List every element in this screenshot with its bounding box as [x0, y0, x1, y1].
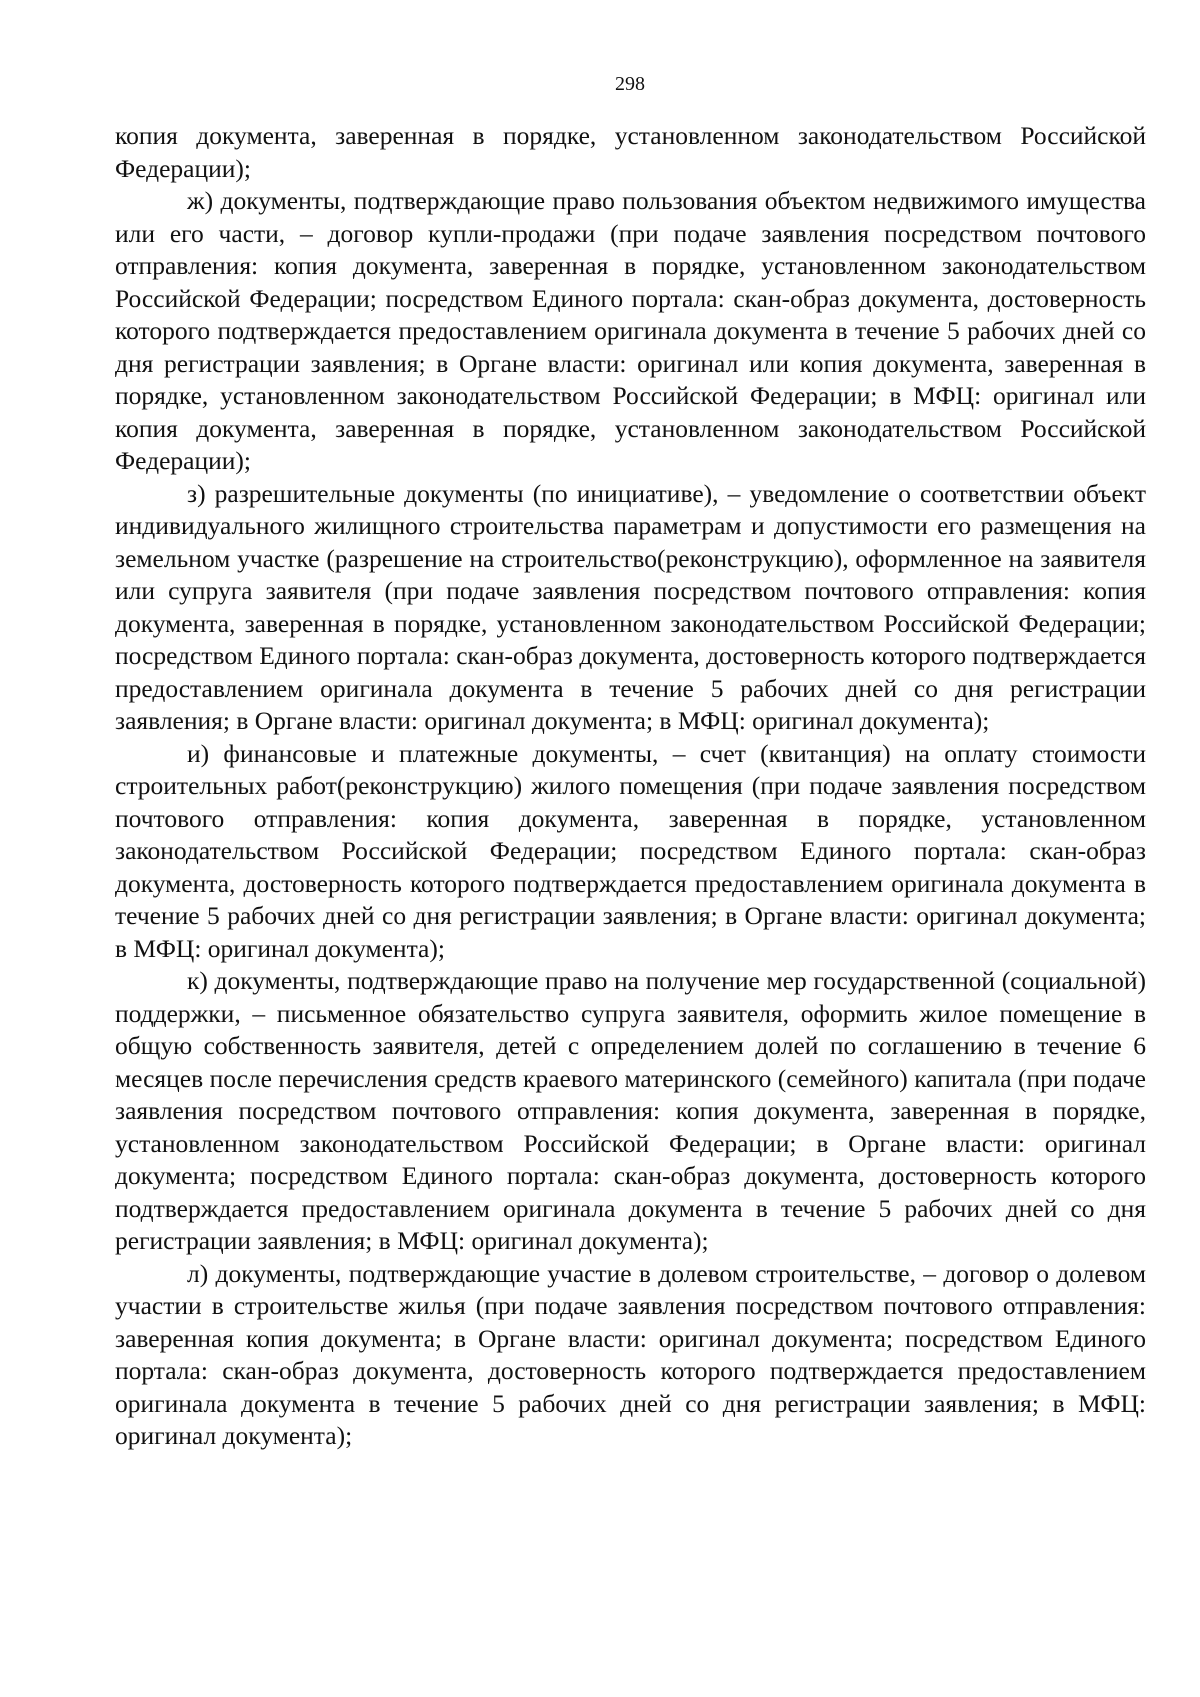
- paragraph-item-k: к) документы, подтверждающие право на получение мер государственной (социальной) поддержки, – письменное обязательство супруга заявителя, оформить жилое помещение в общую собственность заявителя, детей с определением долей по соглашению в течение 6 месяцев после перечисления средств краевого материнского (семейного) капитала (при подаче заявления посредством почтового отправления: копия документа, заверенная в порядке, установленном законодательством Российской Федерации; в Органе власти: оригинал документа; посредством Единого портала: скан-образ документа, достоверность которого подтверждается предоставлением оригинала документа в течение 5 рабочих дней со дня регистрации заявления; в МФЦ: оригинал документа);: [115, 966, 1146, 1255]
- document-body: [115, 120, 1146, 1453]
- paragraph-item-l: л) документы, подтверждающие участие в долевом строительстве, – договор о долевом участии в строительстве жилья (при подаче заявления посредством почтового отправления: заверенная копия документа; в Органе власти: оригинал документа; посредством Единого портала: скан-образ документа, достоверность которого подтверждается предоставлением оригинала документа в течение 5 рабочих дней со дня регистрации заявления; в МФЦ: оригинал документа);: [115, 1258, 1146, 1450]
- paragraph-item-z: з) разрешительные документы (по инициативе), – уведомление о соответствии объект индивидуального жилищного строительства параметрам и допустимости его размещения на земельном участке (разрешение на строительство(реконструкцию), оформленное на заявителя или супруга заявителя (при подаче заявления посредством почтового отправления: копия документа, заверенная в порядке, установленном законодательством Российской Федерации; посредством Единого портала: скан-образ документа, достоверность которого подтверждается предоставлением оригинала документа в течение 5 рабочих дней со дня регистрации заявления; в Органе власти: оригинал документа; в МФЦ: оригинал документа);: [115, 478, 1146, 735]
- paragraph-continuation: копия документа, заверенная в порядке, установленном законодательством Российской Федерации);: [115, 121, 1146, 183]
- paragraph-item-i: и) финансовые и платежные документы, – счет (квитанция) на оплату стоимости строительных работ(реконструкцию) жилого помещения (при подаче заявления посредством почтового отправления: копия документа, заверенная в порядке, установленном законодательством Российской Федерации; посредством Единого портала: скан-образ документа, достоверность которого подтверждается предоставлением оригинала документа в течение 5 рабочих дней со дня регистрации заявления; в Органе власти: оригинал документа; в МФЦ: оригинал документа);: [115, 738, 1146, 963]
- page-number: 298: [615, 73, 645, 95]
- paragraph-item-zh: ж) документы, подтверждающие право пользования объектом недвижимого имущества или его части, – договор купли-продажи (при подаче заявления посредством почтового отправления: копия документа, заверенная в порядке, установленном законодательством Российской Федерации; посредством Единого портала: скан-образ документа, достоверность которого подтверждается предоставлением оригинала документа в течение 5 рабочих дней со дня регистрации заявления; в Органе власти: оригинал или копия документа, заверенная в порядке, установленном законодательством Российской Федерации; в МФЦ: оригинал или копия документа, заверенная в порядке, установленном законодательством Российской Федерации);: [115, 186, 1146, 475]
